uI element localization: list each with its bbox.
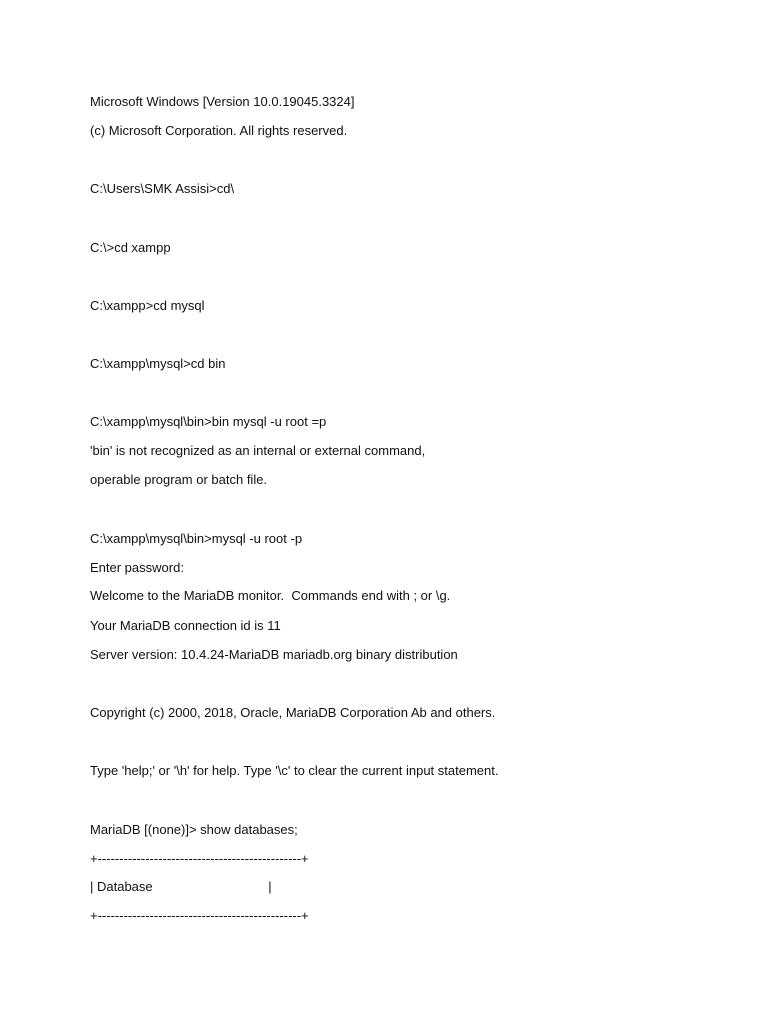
text-line: C:\xampp>cd mysql xyxy=(90,298,205,313)
text-line: Enter password: xyxy=(90,560,184,575)
text-line: +-----------------------------------------------+ xyxy=(90,908,309,923)
text-line: Welcome to the MariaDB monitor. Commands end with ; or \g. xyxy=(90,588,451,603)
text-line: | Database | xyxy=(90,879,272,894)
text-line: C:\xampp\mysql>cd bin xyxy=(90,356,226,371)
text-line: operable program or batch file. xyxy=(90,472,268,487)
text-line: Copyright (c) 2000, 2018, Oracle, MariaDB Corporation Ab and others. xyxy=(90,705,496,720)
text-line: (c) Microsoft Corporation. All rights reserved. xyxy=(90,123,348,138)
text-line: C:\xampp\mysql\bin>bin mysql -u root =p xyxy=(90,414,327,429)
text-line: C:\>cd xampp xyxy=(90,240,171,255)
text-line: C:\xampp\mysql\bin>mysql -u root -p xyxy=(90,531,303,546)
text-line: MariaDB [(none)]> show databases; xyxy=(90,822,298,837)
text-line: 'bin' is not recognized as an internal or external command, xyxy=(90,443,426,458)
text-line: Server version: 10.4.24-MariaDB mariadb.org binary distribution xyxy=(90,647,458,662)
text-line: Type 'help;' or '\h' for help. Type '\c' to clear the current input statement. xyxy=(90,763,499,778)
text-line: +-----------------------------------------------+ xyxy=(90,851,309,866)
text-line: C:\Users\SMK Assisi>cd\ xyxy=(90,181,235,196)
text-line: Microsoft Windows [Version 10.0.19045.3324] xyxy=(90,94,355,109)
text-line: Your MariaDB connection id is 11 xyxy=(90,618,281,633)
